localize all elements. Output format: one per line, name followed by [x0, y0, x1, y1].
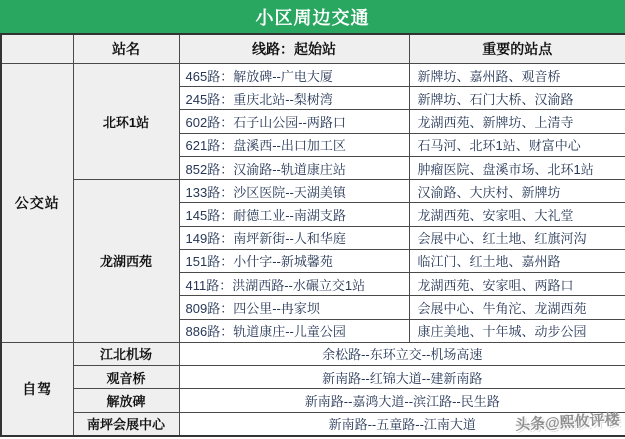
table-row — [1, 180, 625, 203]
drive-route-cell: 余松路--东环立交--机场高速 — [179, 342, 625, 365]
route-cell: 809路：四公里--冉家坝 — [179, 296, 409, 319]
stops-cell: 龙湖西苑、安家咀、大礼堂 — [409, 203, 625, 226]
station-beihuan1-label: 北环1站 — [73, 64, 179, 180]
stops-cell: 新牌坊、嘉州路、观音桥 — [409, 64, 625, 87]
stops-cell: 石马河、北环1站、财富中心 — [409, 133, 625, 156]
drive-dest-label: 南坪会展中心 — [73, 412, 179, 436]
category-drive-label: 自驾 — [1, 342, 73, 436]
route-cell: 245路：重庆北站--梨树湾 — [179, 87, 409, 110]
traffic-table — [0, 33, 625, 437]
station-longhuxiyuan-label: 龙湖西苑 — [73, 180, 179, 343]
col-header-station: 站名 — [73, 34, 179, 64]
stops-cell: 龙湖西苑、安家咀、两路口 — [409, 273, 625, 296]
drive-dest-label: 江北机场 — [73, 342, 179, 365]
stops-cell: 会展中心、红土地、红旗河沟 — [409, 226, 625, 249]
drive-dest-label: 观音桥 — [73, 366, 179, 389]
stops-cell: 康庄美地、十年城、动步公园 — [409, 319, 625, 342]
route-cell: 621路：盘溪西--出口加工区 — [179, 133, 409, 156]
col-header-route: 线路：起始站 — [179, 34, 409, 64]
stops-cell: 龙湖西苑、新牌坊、上清寺 — [409, 110, 625, 133]
drive-route-cell: 新南路--红锦大道--建新南路 — [179, 366, 625, 389]
route-cell: 145路：耐德工业--南湖支路 — [179, 203, 409, 226]
page-title: 小区周边交通 — [255, 7, 370, 28]
route-cell: 465路：解放碑--广电大厦 — [179, 64, 409, 87]
table-row — [1, 389, 625, 412]
route-cell: 411路：洪湖西路--水碾立交1站 — [179, 273, 409, 296]
title-bar — [0, 0, 625, 33]
stops-cell: 会展中心、牛角沱、龙湖西苑 — [409, 296, 625, 319]
stops-cell: 汉渝路、大庆村、新牌坊 — [409, 180, 625, 203]
drive-dest-label: 解放碑 — [73, 389, 179, 412]
stops-cell: 新牌坊、石门大桥、汉渝路 — [409, 87, 625, 110]
drive-route-cell: 新南路--五童路--江南大道 — [179, 412, 625, 436]
header-row — [1, 34, 625, 64]
category-bus-label: 公交站 — [1, 64, 73, 343]
table-row — [1, 342, 625, 365]
route-cell: 133路：沙区医院--天湖美镇 — [179, 180, 409, 203]
drive-route-cell: 新南路--嘉鸿大道--滨江路--民生路 — [179, 389, 625, 412]
route-cell: 151路：小什字--新城馨苑 — [179, 249, 409, 272]
watermark: 头条@熙攸评楼 — [515, 411, 621, 434]
corner-cell — [1, 34, 73, 64]
stops-cell: 肿瘤医院、盘溪市场、北环1站 — [409, 156, 625, 179]
col-header-stops: 重要的站点 — [409, 34, 625, 64]
table-row — [1, 64, 625, 87]
route-cell: 602路：石子山公园--两路口 — [179, 110, 409, 133]
stops-cell: 临江门、红土地、嘉州路 — [409, 249, 625, 272]
table-row — [1, 412, 625, 436]
route-cell: 886路：轨道康庄--儿童公园 — [179, 319, 409, 342]
table-row — [1, 366, 625, 389]
route-cell: 852路：汉渝路--轨道康庄站 — [179, 156, 409, 179]
route-cell: 149路：南坪新街--人和华庭 — [179, 226, 409, 249]
